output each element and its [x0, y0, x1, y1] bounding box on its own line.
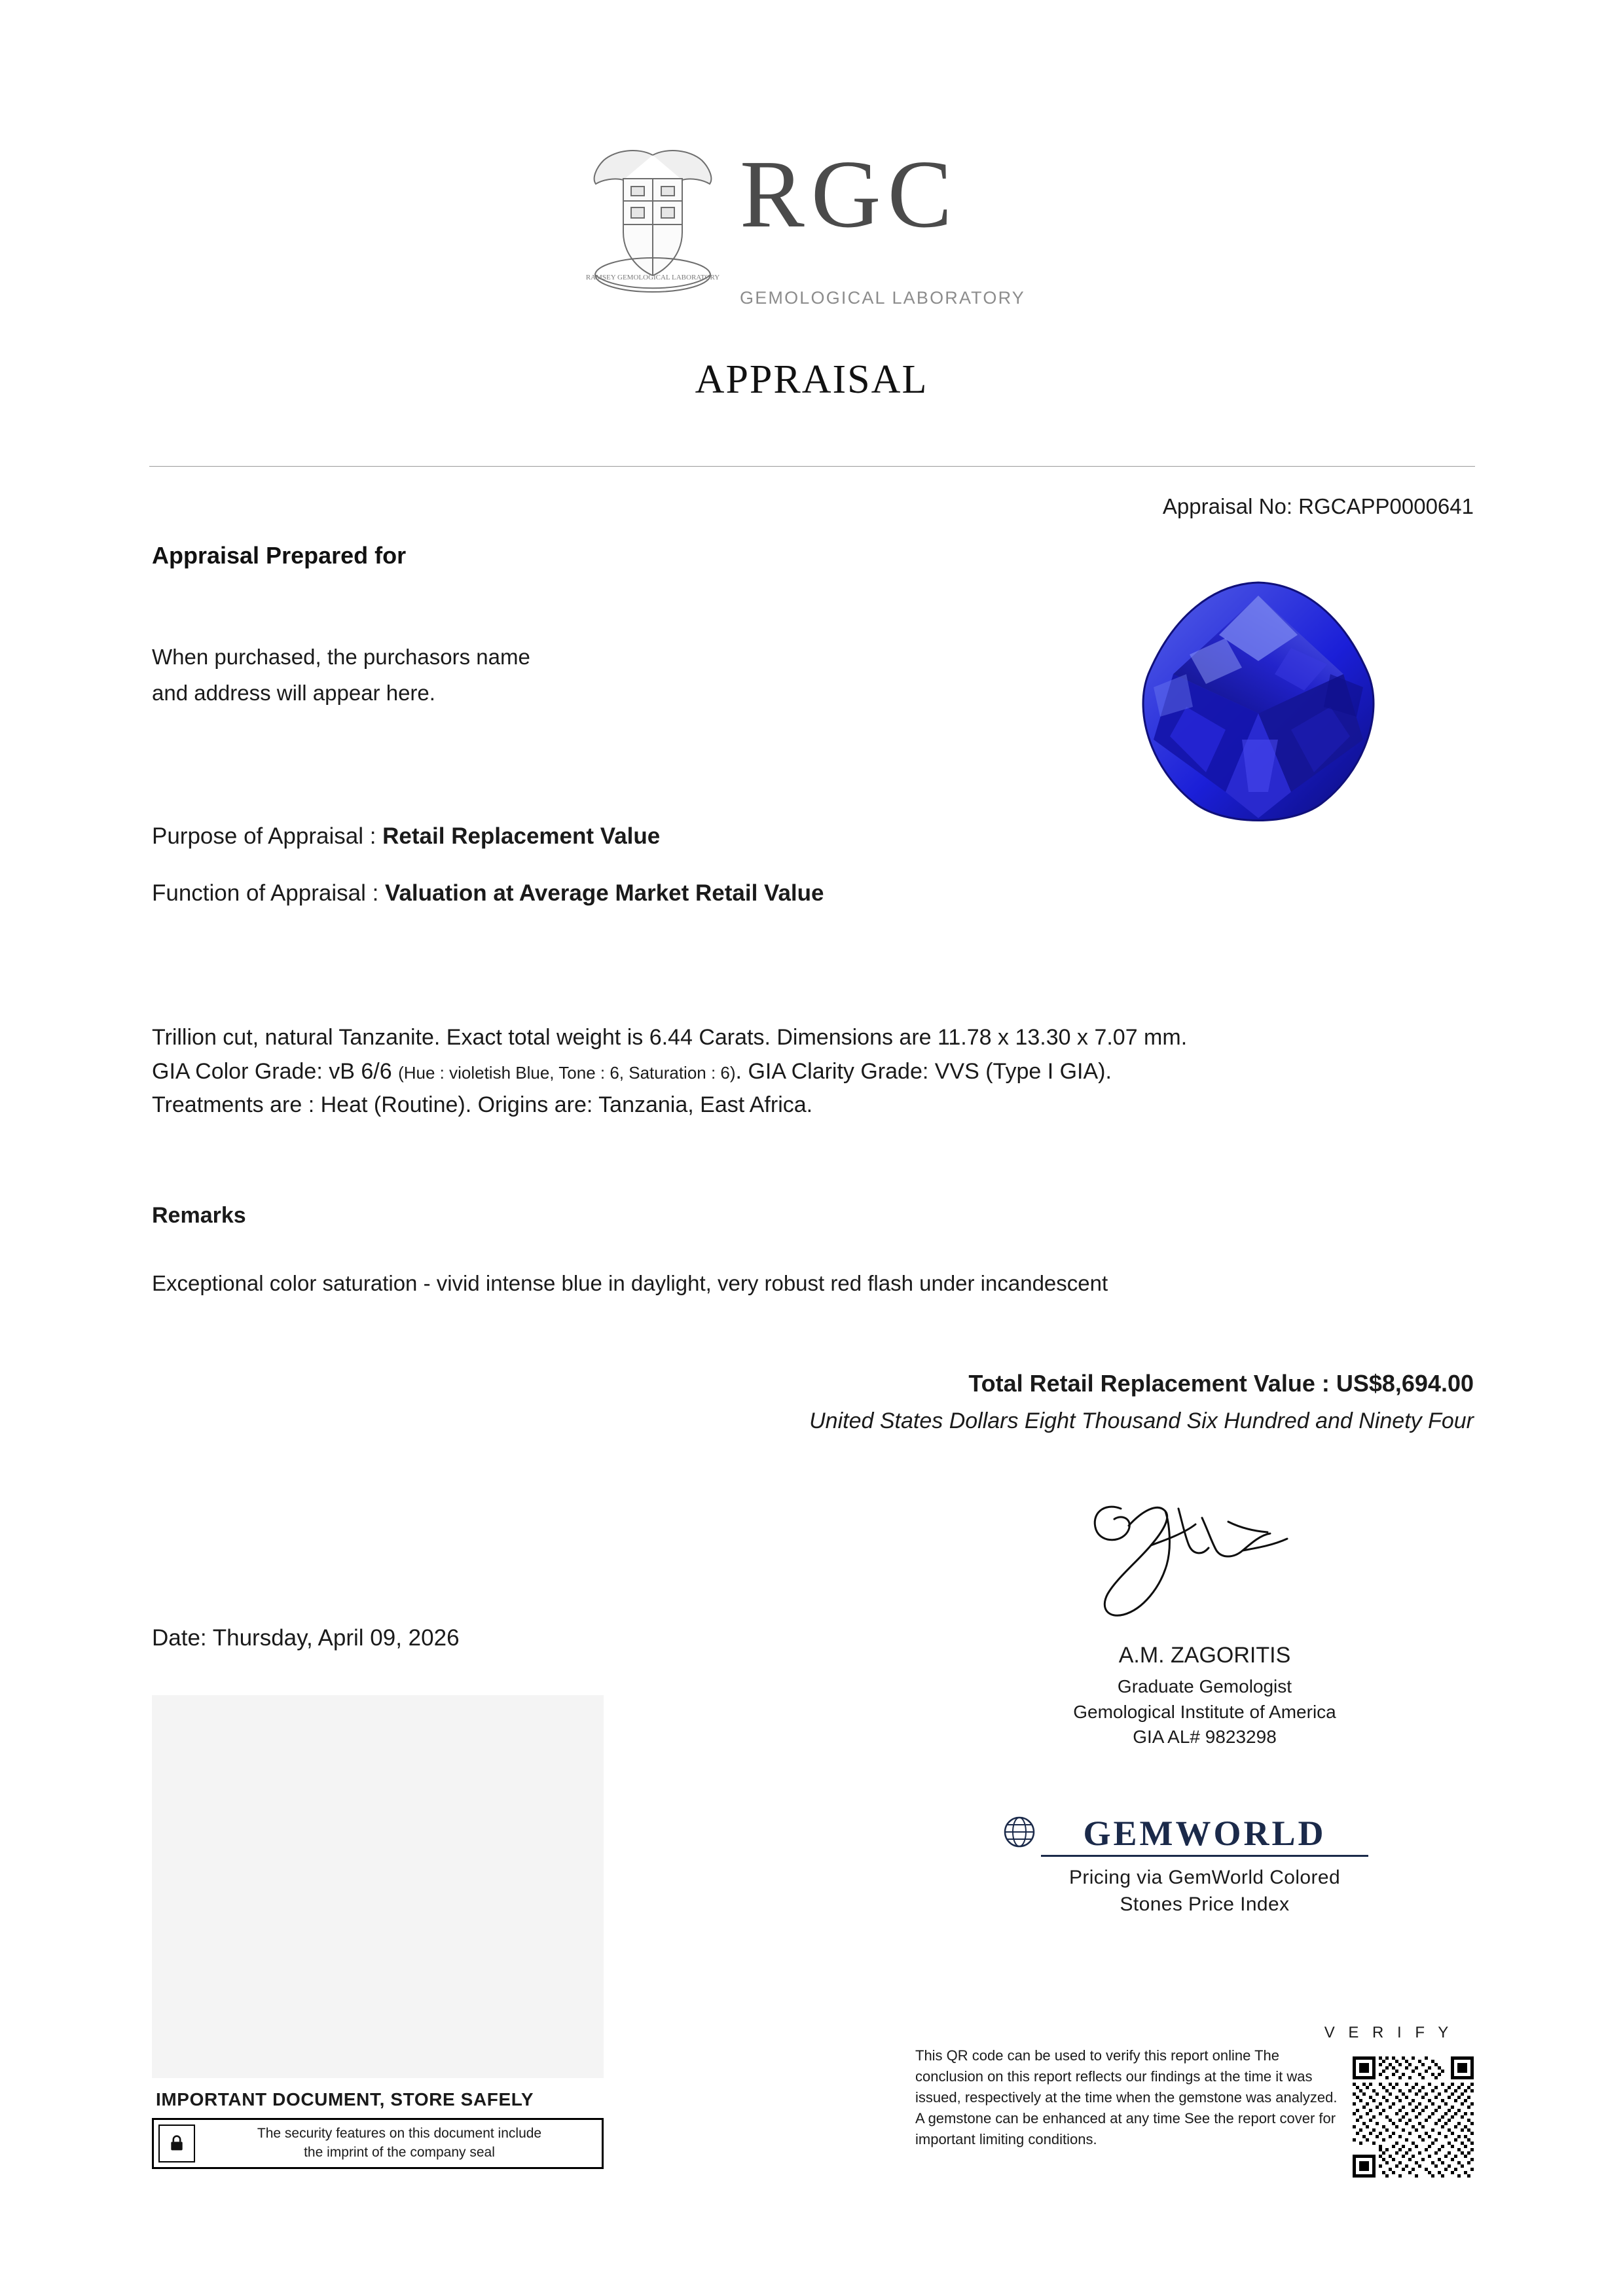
purpose-label: Purpose of Appraisal : — [152, 823, 383, 849]
color-grade: GIA Color Grade: vB 6/6 — [152, 1058, 392, 1084]
function-value: Valuation at Average Market Retail Value — [385, 880, 824, 906]
description-line-2 — [152, 1055, 1474, 1089]
appraisal-number: Appraisal No: RGCAPP0000641 — [1162, 494, 1474, 518]
gemworld-block — [969, 1813, 1440, 1918]
page-title: APPRAISAL — [695, 357, 928, 402]
description-line-3: Treatments are : Heat (Routine). Origins are: Tanzania, East Africa. — [152, 1092, 813, 1118]
trillion-cut-tanzanite-photo — [1127, 576, 1389, 831]
clarity-grade: . GIA Clarity Grade: VVS (Type I GIA). — [735, 1058, 1112, 1084]
important-document-notice: IMPORTANT DOCUMENT, STORE SAFELY — [156, 2089, 534, 2109]
purchaser-line-2: and address will appear here. — [152, 681, 435, 705]
signer-title-1: Graduate Gemologist — [1117, 1676, 1292, 1696]
seal-text-2: the imprint of the company seal — [304, 2144, 495, 2160]
signer-title-3: GIA AL# 9823298 — [1133, 1727, 1277, 1748]
verify-description: This QR code can be used to verify this report online The conclusion on this report reflects our findings at the time it was issued, respectively at the time when the gemstone was analyzed. A gemstone can be enhanced at any time See the report cover for important limiting conditions. — [915, 2047, 1338, 2148]
color-grade-detail: (Hue : violetish Blue, Tone : 6, Saturation : 6) — [398, 1062, 736, 1083]
signer-name: A.M. ZAGORITIS — [1118, 1643, 1291, 1668]
lab-subtitle: GEMOLOGICAL LABORATORY — [740, 288, 1026, 308]
rgc-logo — [576, 141, 1021, 308]
seal-text-1: The security features on this document include — [257, 2126, 542, 2141]
security-seal-text — [203, 2125, 596, 2162]
remarks-text: Exceptional color saturation - vivid intense blue in daylight, very robust red flash under incandescent — [152, 1271, 1108, 1295]
globe-icon — [1003, 1816, 1036, 1848]
svg-text:RAMSEY GEMOLOGICAL LABORATORY: RAMSEY GEMOLOGICAL LABORATORY — [585, 274, 720, 281]
heraldic-crest-icon — [576, 141, 730, 295]
remarks-heading: Remarks — [152, 1203, 246, 1228]
function-label: Function of Appraisal : — [152, 880, 386, 906]
function-of-appraisal — [152, 880, 824, 906]
security-placeholder-box — [152, 1695, 604, 2078]
verify-label: V E R I F Y — [1324, 2024, 1453, 2041]
description-line-1: Trillion cut, natural Tanzanite. Exact total weight is 6.44 Carats. Dimensions are 11.78 x 13.30 x 7.07 mm. — [152, 1025, 1188, 1050]
lock-seal-icon — [158, 2125, 195, 2162]
gemworld-caption-2: Stones Price Index — [1120, 1893, 1290, 1915]
gemworld-caption-1: Pricing via GemWorld Colored — [1068, 1867, 1341, 1888]
total-retail-value: Total Retail Replacement Value : US$8,694.00 — [968, 1370, 1474, 1397]
purchaser-line-1: When purchased, the purchasors name — [152, 645, 530, 669]
gemworld-caption — [969, 1865, 1440, 1918]
prepared-for-heading: Appraisal Prepared for — [152, 542, 407, 569]
appraisal-date: Date: Thursday, April 09, 2026 — [152, 1625, 460, 1651]
gem-description — [152, 1021, 1474, 1122]
purpose-of-appraisal — [152, 823, 660, 850]
brand-wordmark: RGC — [740, 141, 959, 248]
gemworld-logo — [1041, 1813, 1368, 1857]
verification-qr-code[interactable] — [1353, 2056, 1474, 2178]
purpose-value: Retail Replacement Value — [382, 823, 661, 849]
header-divider — [149, 466, 1475, 467]
signer-title-2: Gemological Institute of America — [1073, 1701, 1336, 1722]
gemworld-underline — [1041, 1855, 1368, 1857]
gemworld-wordmark: GEMWORLD — [1083, 1814, 1326, 1853]
total-value-in-words: United States Dollars Eight Thousand Six Hundred and Ninety Four — [809, 1408, 1474, 1433]
signer-credentials — [969, 1674, 1440, 1750]
handwritten-signature — [1074, 1482, 1309, 1633]
